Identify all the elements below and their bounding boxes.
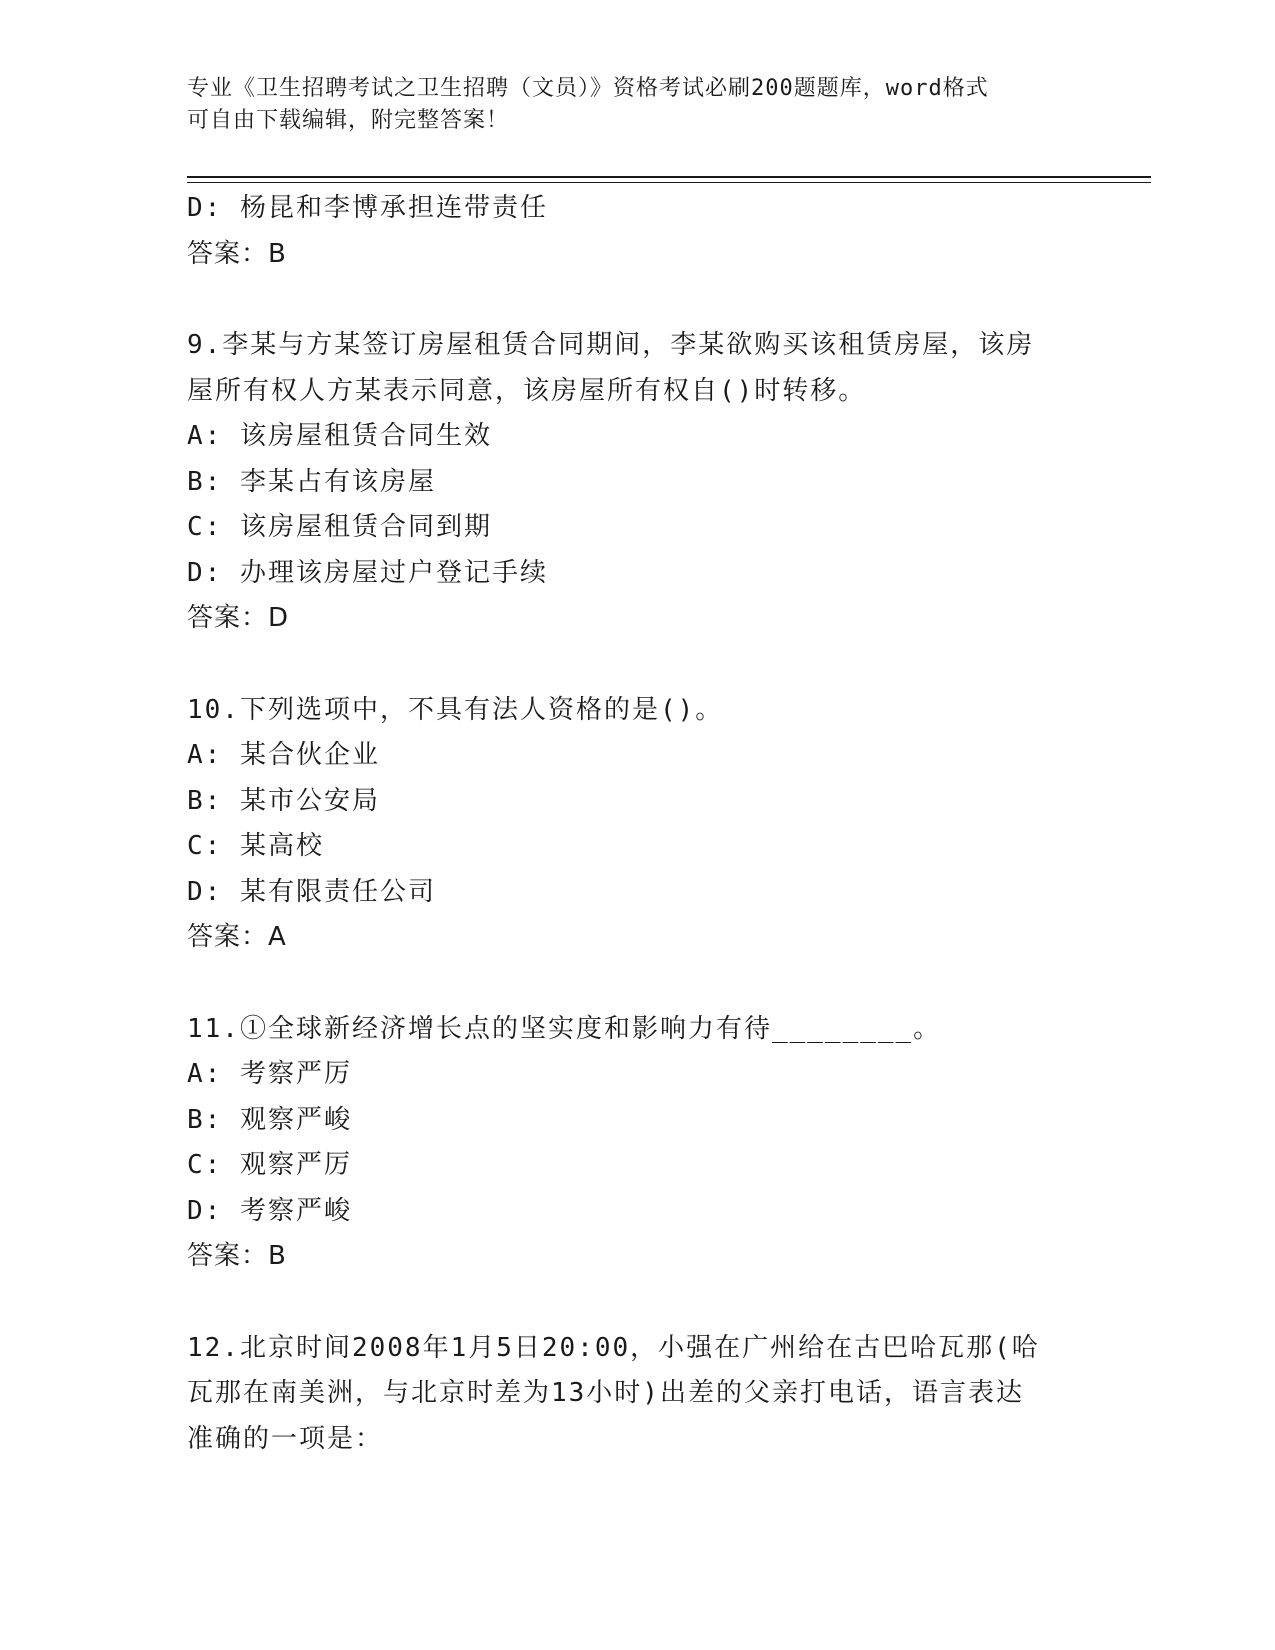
header-line-1: 专业《卫生招聘考试之卫生招聘（文员）》资格考试必刷200题题库，word格式 [187, 76, 989, 101]
option-d: D: 办理该房屋过户登记手续 [187, 557, 548, 588]
answer-line: 答案：B [187, 238, 287, 269]
question-9-text-cont: 屋所有权人方某表示同意，该房屋所有权自()时转移。 [187, 375, 867, 406]
spacer [187, 1280, 1067, 1326]
header-line-2: 可自由下载编辑，附完整答案！ [187, 108, 510, 133]
spacer [187, 961, 1067, 1007]
option-b: B: 观察严峻 [187, 1104, 352, 1135]
question-11-text: 11.①全球新经济增长点的坚实度和影响力有待________。 [187, 1013, 942, 1044]
answer-line: 答案：A [187, 922, 287, 952]
option-c: C: 该房屋租赁合同到期 [187, 512, 492, 542]
option-d: D: 杨昆和李博承担连带责任 [187, 193, 548, 223]
option-b: B: 某市公安局 [187, 785, 380, 816]
header-divider-thick [187, 176, 1151, 178]
question-12-text-end: 准确的一项是： [187, 1423, 384, 1454]
document-header [187, 73, 1067, 137]
spacer [187, 277, 1067, 323]
question-12-text-cont: 瓦那在南美洲，与北京时差为13小时)出差的父亲打电话，语言表达 [187, 1378, 1024, 1408]
header-divider-thin [187, 182, 1151, 183]
question-9-text: 9.李某与方某签订房屋租赁合同期间，李某欲购买该租赁房屋，该房 [187, 330, 1035, 360]
option-c: C: 观察严厉 [187, 1150, 352, 1180]
answer-line: 答案：D [187, 603, 290, 633]
option-d: D: 某有限责任公司 [187, 876, 436, 907]
option-c: C: 某高校 [187, 831, 324, 861]
spacer [187, 642, 1067, 688]
question-content [187, 186, 1067, 1462]
answer-line: 答案：B [187, 1241, 287, 1271]
option-a: A: 某合伙企业 [187, 740, 380, 770]
option-a: A: 考察严厉 [187, 1059, 352, 1089]
question-10-text: 10.下列选项中，不具有法人资格的是()。 [187, 694, 724, 725]
option-b: B: 李某占有该房屋 [187, 466, 436, 497]
option-a: A: 该房屋租赁合同生效 [187, 421, 492, 451]
option-d: D: 考察严峻 [187, 1195, 352, 1226]
question-12-text: 12.北京时间2008年1月5日20:00，小强在广州给在古巴哈瓦那(哈 [187, 1332, 1040, 1363]
